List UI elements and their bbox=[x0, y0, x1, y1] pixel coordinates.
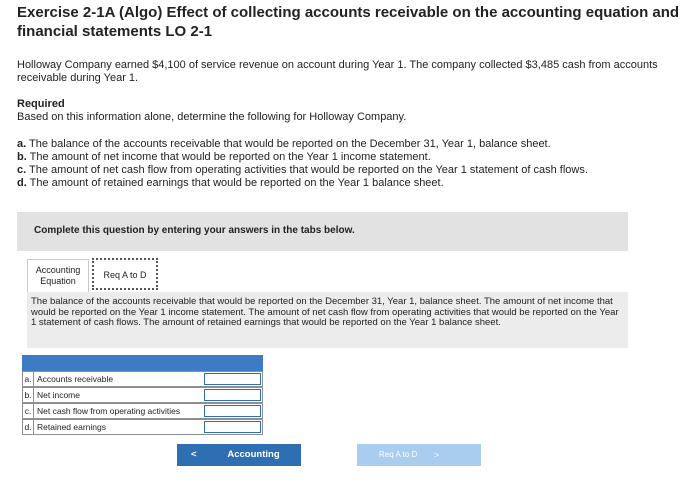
item-letter: d. bbox=[17, 177, 27, 189]
tab-accounting-equation[interactable]: Accounting Equation bbox=[27, 259, 89, 292]
net-cash-flow-input[interactable] bbox=[204, 405, 261, 417]
problem-intro: Holloway Company earned $4,100 of service revenue on account during Year 1. The company collected $3,485 cash from accounts receivable during Year 1. bbox=[17, 59, 658, 84]
row-letter: d. bbox=[23, 420, 34, 434]
item-text: The amount of retained earnings that would be reported on the Year 1 balance sheet. bbox=[29, 177, 444, 189]
required-text: Based on this information alone, determine the following for Holloway Company. bbox=[17, 111, 407, 123]
row-letter: a. bbox=[23, 372, 34, 386]
table-row bbox=[22, 371, 263, 387]
retained-earnings-input[interactable] bbox=[204, 421, 261, 433]
list-item bbox=[17, 151, 687, 164]
list-item bbox=[17, 177, 687, 190]
tab-req-a-to-d[interactable]: Req A to D bbox=[92, 258, 158, 290]
prev-tab-label: Accounting Equation bbox=[227, 449, 280, 482]
row-letter: c. bbox=[23, 404, 34, 418]
exercise-title: Exercise 2-1A (Algo) Effect of collecting accounts receivable on the accounting equation and financial statements LO 2-1 bbox=[17, 4, 680, 40]
table-row bbox=[22, 387, 263, 403]
item-text: The amount of net cash flow from operating activities that would be reported on the Year 1 statement of cash flows. bbox=[29, 164, 588, 176]
instruction-text: Complete this question by entering your answers in the tabs below. bbox=[34, 225, 355, 236]
item-text: The balance of the accounts receivable that would be reported on the December 31, Year 1, balance sheet. bbox=[29, 138, 551, 150]
next-tab-label: Req A to D bbox=[379, 450, 418, 459]
item-letter: c. bbox=[17, 164, 27, 176]
next-tab-button[interactable] bbox=[357, 444, 481, 466]
table-row bbox=[22, 403, 263, 419]
row-label: Net cash flow from operating activities bbox=[37, 406, 181, 416]
row-label: Retained earnings bbox=[37, 422, 106, 432]
list-item bbox=[17, 164, 687, 177]
requirements-list bbox=[17, 138, 687, 190]
row-label: Net income bbox=[37, 390, 80, 400]
row-label: Accounts receivable bbox=[37, 374, 114, 384]
item-letter: a. bbox=[17, 138, 27, 150]
chevron-right-icon: > bbox=[434, 450, 440, 460]
accounts-receivable-input[interactable] bbox=[204, 373, 261, 385]
chevron-left-icon: < bbox=[191, 449, 197, 460]
required-heading: Required bbox=[17, 98, 65, 110]
table-row bbox=[22, 419, 263, 435]
list-item bbox=[17, 138, 687, 151]
instruction-panel bbox=[17, 212, 628, 251]
row-letter: b. bbox=[23, 388, 34, 402]
answer-table-header bbox=[22, 355, 263, 371]
prev-tab-button[interactable] bbox=[177, 444, 301, 482]
net-income-input[interactable] bbox=[204, 389, 261, 401]
question-statement: The balance of the accounts receivable that would be reported on the December 31, Year 1, balance sheet. The amount of net income that would be reported on the Year 1 income statement. The amount of net cash flow from operating activities that would be reported on the Year 1 statement of cash flows. The amount of retained earnings that would be reported on the Year 1 balance sheet. bbox=[27, 292, 628, 348]
item-letter: b. bbox=[17, 151, 27, 163]
item-text: The amount of net income that would be reported on the Year 1 income statement. bbox=[29, 151, 431, 163]
